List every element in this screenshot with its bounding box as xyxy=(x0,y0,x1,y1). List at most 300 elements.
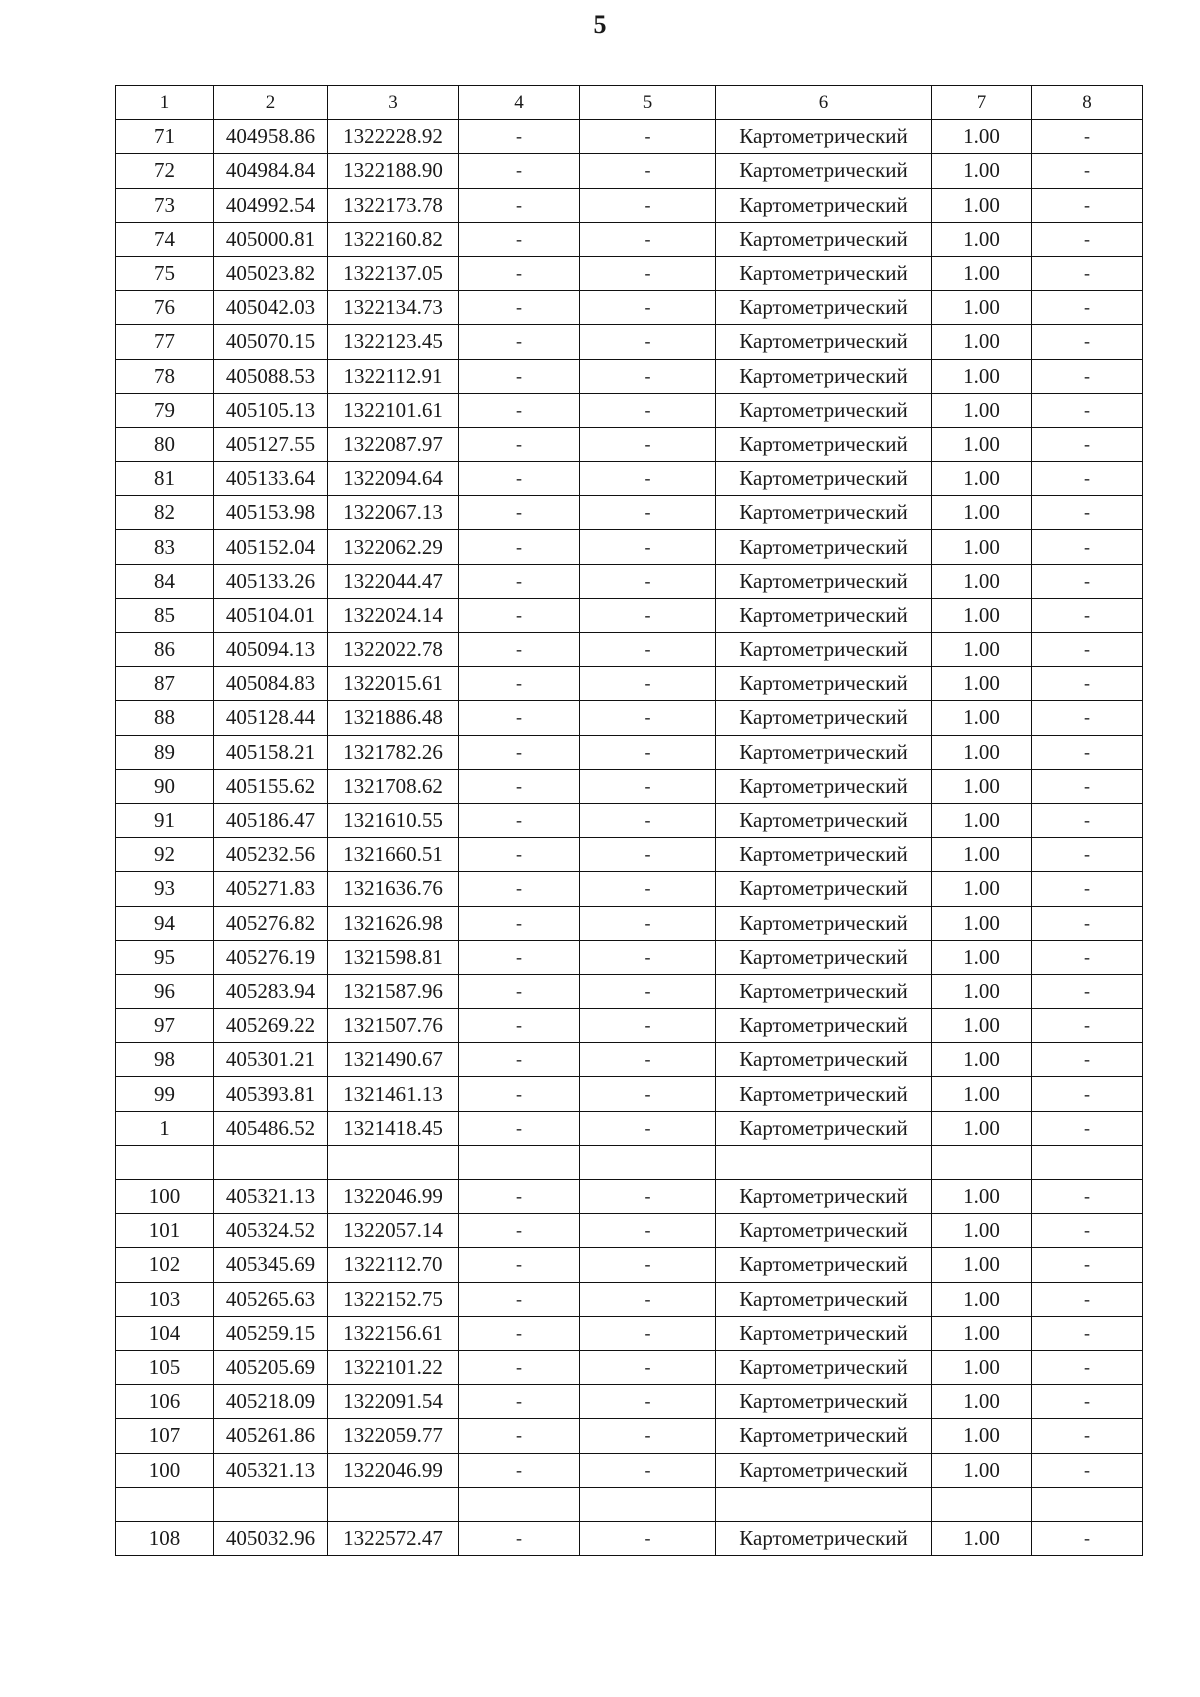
table-cell: Картометрический xyxy=(716,1350,932,1384)
table-cell: 405042.03 xyxy=(214,291,328,325)
table-cell: - xyxy=(1032,188,1143,222)
table-cell: - xyxy=(459,1521,580,1555)
table-cell xyxy=(116,1145,214,1179)
table-cell: 405088.53 xyxy=(214,359,328,393)
table-row xyxy=(116,256,1143,290)
table-cell: 74 xyxy=(116,222,214,256)
table-cell: 405070.15 xyxy=(214,325,328,359)
table-cell: - xyxy=(580,701,716,735)
table-cell: 81 xyxy=(116,462,214,496)
column-header-7: 7 xyxy=(932,86,1032,120)
table-cell: 104 xyxy=(116,1316,214,1350)
table-cell: - xyxy=(1032,1180,1143,1214)
table-cell: 1322188.90 xyxy=(328,154,459,188)
table-row xyxy=(116,940,1143,974)
table-cell: 1.00 xyxy=(932,1043,1032,1077)
table-cell: - xyxy=(580,598,716,632)
table-cell: - xyxy=(459,633,580,667)
table-cell: - xyxy=(1032,462,1143,496)
table-cell xyxy=(214,1487,328,1521)
table-cell: - xyxy=(580,1248,716,1282)
table-cell: - xyxy=(459,769,580,803)
table-cell: 1322160.82 xyxy=(328,222,459,256)
table-cell: 1322044.47 xyxy=(328,564,459,598)
table-cell: 92 xyxy=(116,838,214,872)
table-cell: - xyxy=(459,1350,580,1384)
table-row xyxy=(116,598,1143,632)
table-cell: - xyxy=(1032,1385,1143,1419)
table-row xyxy=(116,769,1143,803)
table-cell: 1.00 xyxy=(932,906,1032,940)
table-cell: - xyxy=(459,1043,580,1077)
table-row xyxy=(116,222,1143,256)
table-row xyxy=(116,974,1143,1008)
table-cell: 1.00 xyxy=(932,974,1032,1008)
table-cell: 1321587.96 xyxy=(328,974,459,1008)
table-cell: 1321461.13 xyxy=(328,1077,459,1111)
table-cell: 1.00 xyxy=(932,1419,1032,1453)
table-cell: - xyxy=(1032,1043,1143,1077)
table-row xyxy=(116,1521,1143,1555)
table-cell: 1322015.61 xyxy=(328,667,459,701)
table-cell: Картометрический xyxy=(716,222,932,256)
table-cell: - xyxy=(1032,735,1143,769)
table-cell: Картометрический xyxy=(716,154,932,188)
table-row xyxy=(116,564,1143,598)
table-cell: - xyxy=(459,222,580,256)
table-cell: - xyxy=(459,496,580,530)
table-cell: 405218.09 xyxy=(214,1385,328,1419)
table-cell: Картометрический xyxy=(716,393,932,427)
table-row xyxy=(116,496,1143,530)
table-cell: Картометрический xyxy=(716,1316,932,1350)
table-row xyxy=(116,188,1143,222)
table-cell: 1321626.98 xyxy=(328,906,459,940)
table-cell: - xyxy=(1032,256,1143,290)
table-cell: - xyxy=(1032,1350,1143,1384)
table-cell: 1.00 xyxy=(932,496,1032,530)
table-cell: 1322067.13 xyxy=(328,496,459,530)
table-cell: Картометрический xyxy=(716,1077,932,1111)
table-cell: Картометрический xyxy=(716,1180,932,1214)
table-cell: - xyxy=(459,1214,580,1248)
table-cell: - xyxy=(1032,1248,1143,1282)
table-cell: 1321610.55 xyxy=(328,803,459,837)
table-cell: 1321598.81 xyxy=(328,940,459,974)
table-cell: - xyxy=(459,940,580,974)
table-cell: - xyxy=(580,1385,716,1419)
table-cell: 1322022.78 xyxy=(328,633,459,667)
table-cell: 1.00 xyxy=(932,1077,1032,1111)
table-cell: - xyxy=(1032,530,1143,564)
table-cell: 1322046.99 xyxy=(328,1453,459,1487)
column-header-4: 4 xyxy=(459,86,580,120)
table-cell: - xyxy=(1032,974,1143,1008)
table-cell: - xyxy=(1032,1214,1143,1248)
table-row xyxy=(116,462,1143,496)
column-header-2: 2 xyxy=(214,86,328,120)
table-cell: 1.00 xyxy=(932,1316,1032,1350)
table-cell: 1322057.14 xyxy=(328,1214,459,1248)
table-cell: 1.00 xyxy=(932,564,1032,598)
table-row xyxy=(116,1009,1143,1043)
table-cell: Картометрический xyxy=(716,1521,932,1555)
table-row xyxy=(116,1111,1143,1145)
table-cell: 405153.98 xyxy=(214,496,328,530)
table-row xyxy=(116,872,1143,906)
table-cell xyxy=(932,1145,1032,1179)
table-row xyxy=(116,1180,1143,1214)
table-cell: - xyxy=(580,188,716,222)
table-cell: 1321507.76 xyxy=(328,1009,459,1043)
table-cell: 96 xyxy=(116,974,214,1008)
table-cell: 1.00 xyxy=(932,769,1032,803)
table-cell: 405345.69 xyxy=(214,1248,328,1282)
column-header-5: 5 xyxy=(580,86,716,120)
table-row xyxy=(116,735,1143,769)
table-cell: 1321660.51 xyxy=(328,838,459,872)
table-row xyxy=(116,667,1143,701)
table-row xyxy=(116,906,1143,940)
table-cell: 101 xyxy=(116,1214,214,1248)
table-cell: - xyxy=(459,1077,580,1111)
table-cell: - xyxy=(459,154,580,188)
table-row xyxy=(116,1419,1143,1453)
table-cell: 405186.47 xyxy=(214,803,328,837)
table-cell: 88 xyxy=(116,701,214,735)
table-cell: 405301.21 xyxy=(214,1043,328,1077)
column-header-6: 6 xyxy=(716,86,932,120)
table-row xyxy=(116,1145,1143,1179)
table-cell: 405084.83 xyxy=(214,667,328,701)
table-cell: 1322094.64 xyxy=(328,462,459,496)
table-cell: - xyxy=(580,462,716,496)
table-row xyxy=(116,154,1143,188)
table-cell: - xyxy=(459,598,580,632)
table-cell xyxy=(716,1487,932,1521)
table-cell: - xyxy=(580,393,716,427)
table-cell: 1.00 xyxy=(932,1248,1032,1282)
table-cell xyxy=(580,1145,716,1179)
table-row xyxy=(116,633,1143,667)
table-cell: - xyxy=(580,222,716,256)
table-cell: 1321636.76 xyxy=(328,872,459,906)
table-cell: Картометрический xyxy=(716,667,932,701)
table-cell: 83 xyxy=(116,530,214,564)
table-cell: - xyxy=(459,1453,580,1487)
table-cell: Картометрический xyxy=(716,427,932,461)
table-cell: 1.00 xyxy=(932,940,1032,974)
table-cell xyxy=(328,1145,459,1179)
table-cell: - xyxy=(580,120,716,154)
table-cell: 1.00 xyxy=(932,222,1032,256)
table-cell xyxy=(459,1487,580,1521)
table-cell xyxy=(1032,1487,1143,1521)
table-cell: - xyxy=(580,769,716,803)
table-cell: 405128.44 xyxy=(214,701,328,735)
table-cell: 1.00 xyxy=(932,1111,1032,1145)
table-cell: - xyxy=(580,1009,716,1043)
table-cell: Картометрический xyxy=(716,1111,932,1145)
table-cell: 405133.26 xyxy=(214,564,328,598)
table-cell: 1.00 xyxy=(932,462,1032,496)
table-cell: 1322091.54 xyxy=(328,1385,459,1419)
table-cell: 97 xyxy=(116,1009,214,1043)
table-cell: 404958.86 xyxy=(214,120,328,154)
table-cell: Картометрический xyxy=(716,188,932,222)
table-cell: 405152.04 xyxy=(214,530,328,564)
table-cell: - xyxy=(580,667,716,701)
table-row xyxy=(116,1043,1143,1077)
table-cell: 1.00 xyxy=(932,1521,1032,1555)
table-cell: - xyxy=(1032,1419,1143,1453)
table-cell: 73 xyxy=(116,188,214,222)
table-cell: 1.00 xyxy=(932,1385,1032,1419)
table-cell: - xyxy=(459,1009,580,1043)
table-cell: 1.00 xyxy=(932,667,1032,701)
table-cell: - xyxy=(1032,291,1143,325)
table-cell: - xyxy=(580,359,716,393)
table-cell: - xyxy=(1032,701,1143,735)
table-cell: 405133.64 xyxy=(214,462,328,496)
table-cell: Картометрический xyxy=(716,256,932,290)
table-cell: - xyxy=(1032,1111,1143,1145)
table-cell: - xyxy=(580,906,716,940)
table-cell: 405486.52 xyxy=(214,1111,328,1145)
table-cell: 404992.54 xyxy=(214,188,328,222)
table-cell: 405321.13 xyxy=(214,1180,328,1214)
table-row xyxy=(116,1214,1143,1248)
table-cell: Картометрический xyxy=(716,530,932,564)
table-cell: 1.00 xyxy=(932,1350,1032,1384)
table-cell: - xyxy=(459,427,580,461)
table-cell xyxy=(214,1145,328,1179)
table-cell: - xyxy=(459,256,580,290)
table-cell: - xyxy=(459,872,580,906)
table-cell: 405000.81 xyxy=(214,222,328,256)
table-cell: 1.00 xyxy=(932,188,1032,222)
column-header-3: 3 xyxy=(328,86,459,120)
table-cell: 106 xyxy=(116,1385,214,1419)
column-header-1: 1 xyxy=(116,86,214,120)
table-cell: - xyxy=(459,1180,580,1214)
table-row xyxy=(116,1077,1143,1111)
table-cell: 1322059.77 xyxy=(328,1419,459,1453)
table-row xyxy=(116,530,1143,564)
table-cell: Картометрический xyxy=(716,1009,932,1043)
table-cell: 85 xyxy=(116,598,214,632)
table-cell: 99 xyxy=(116,1077,214,1111)
table-cell: 72 xyxy=(116,154,214,188)
table-cell: 1.00 xyxy=(932,872,1032,906)
table-cell: 107 xyxy=(116,1419,214,1453)
table-cell: 405269.22 xyxy=(214,1009,328,1043)
table-cell: - xyxy=(1032,120,1143,154)
table-cell: - xyxy=(459,838,580,872)
table-cell: - xyxy=(580,838,716,872)
column-header-8: 8 xyxy=(1032,86,1143,120)
table-cell xyxy=(328,1487,459,1521)
table-cell: - xyxy=(580,1453,716,1487)
table-cell: - xyxy=(1032,1282,1143,1316)
table-row xyxy=(116,393,1143,427)
table-cell: 79 xyxy=(116,393,214,427)
table-cell: 1.00 xyxy=(932,1282,1032,1316)
table-cell: - xyxy=(1032,598,1143,632)
table-cell: - xyxy=(580,496,716,530)
table-row xyxy=(116,1282,1143,1316)
table-cell: - xyxy=(459,735,580,769)
table-cell: - xyxy=(459,803,580,837)
table-cell: - xyxy=(580,1316,716,1350)
table-cell: 405276.82 xyxy=(214,906,328,940)
table-cell: 78 xyxy=(116,359,214,393)
table-row xyxy=(116,359,1143,393)
table-row xyxy=(116,427,1143,461)
table-cell: 80 xyxy=(116,427,214,461)
table-cell: 1322134.73 xyxy=(328,291,459,325)
table-cell: 100 xyxy=(116,1453,214,1487)
table-cell: - xyxy=(459,120,580,154)
table-cell: - xyxy=(459,1282,580,1316)
table-cell: 1322152.75 xyxy=(328,1282,459,1316)
table-cell: 405155.62 xyxy=(214,769,328,803)
table-cell: 405127.55 xyxy=(214,427,328,461)
table-cell: - xyxy=(580,256,716,290)
table-cell: 405032.96 xyxy=(214,1521,328,1555)
table-cell: - xyxy=(580,1214,716,1248)
table-cell: Картометрический xyxy=(716,735,932,769)
table-cell: - xyxy=(459,188,580,222)
table-cell: - xyxy=(459,701,580,735)
table-cell: 1322062.29 xyxy=(328,530,459,564)
table-cell: - xyxy=(1032,496,1143,530)
table-cell: 82 xyxy=(116,496,214,530)
table-cell: 1321782.26 xyxy=(328,735,459,769)
table-cell: Картометрический xyxy=(716,564,932,598)
table-cell: - xyxy=(580,530,716,564)
table-row xyxy=(116,1453,1143,1487)
table-cell: - xyxy=(459,530,580,564)
table-cell: Картометрический xyxy=(716,1043,932,1077)
table-cell: Картометрический xyxy=(716,906,932,940)
table-cell: 405232.56 xyxy=(214,838,328,872)
table-cell: 405324.52 xyxy=(214,1214,328,1248)
table-cell: 1.00 xyxy=(932,393,1032,427)
table-cell: - xyxy=(1032,427,1143,461)
table-cell: - xyxy=(1032,838,1143,872)
table-cell: 1.00 xyxy=(932,1453,1032,1487)
table-cell: - xyxy=(580,872,716,906)
table-cell: - xyxy=(1032,564,1143,598)
table-cell: 405205.69 xyxy=(214,1350,328,1384)
table-cell: - xyxy=(459,1316,580,1350)
table-cell: - xyxy=(459,359,580,393)
table-cell: 89 xyxy=(116,735,214,769)
table-row xyxy=(116,291,1143,325)
table-cell: - xyxy=(1032,1009,1143,1043)
table-cell: 1.00 xyxy=(932,1009,1032,1043)
table-cell: Картометрический xyxy=(716,838,932,872)
table-cell: - xyxy=(1032,803,1143,837)
table-cell: - xyxy=(580,803,716,837)
table-cell: Картометрический xyxy=(716,974,932,1008)
table-cell: - xyxy=(459,462,580,496)
table-cell: 95 xyxy=(116,940,214,974)
table-cell: 94 xyxy=(116,906,214,940)
table-cell: Картометрический xyxy=(716,1453,932,1487)
table-cell: 1322123.45 xyxy=(328,325,459,359)
table-cell: - xyxy=(459,906,580,940)
table-cell: 90 xyxy=(116,769,214,803)
table-cell: 87 xyxy=(116,667,214,701)
table-cell: 1322046.99 xyxy=(328,1180,459,1214)
table-row xyxy=(116,1316,1143,1350)
table-cell: 84 xyxy=(116,564,214,598)
table-cell: 86 xyxy=(116,633,214,667)
table-cell: 1.00 xyxy=(932,530,1032,564)
table-cell xyxy=(1032,1145,1143,1179)
table-cell: Картометрический xyxy=(716,325,932,359)
table-cell: 405105.13 xyxy=(214,393,328,427)
coordinates-table xyxy=(115,85,1143,1556)
table-cell: 405321.13 xyxy=(214,1453,328,1487)
table-cell: 1.00 xyxy=(932,1214,1032,1248)
table-cell: - xyxy=(1032,667,1143,701)
table-cell: 405094.13 xyxy=(214,633,328,667)
table-cell: 1322156.61 xyxy=(328,1316,459,1350)
table-cell: - xyxy=(580,1350,716,1384)
table-row xyxy=(116,325,1143,359)
table-cell: 105 xyxy=(116,1350,214,1384)
table-cell: - xyxy=(1032,222,1143,256)
header-row xyxy=(116,86,1143,120)
table-cell: - xyxy=(580,940,716,974)
table-cell: 1.00 xyxy=(932,803,1032,837)
table-cell: 1.00 xyxy=(932,291,1032,325)
table-cell: 1.00 xyxy=(932,598,1032,632)
table-cell: - xyxy=(1032,359,1143,393)
table-cell: - xyxy=(1032,1077,1143,1111)
table-cell: 1.00 xyxy=(932,701,1032,735)
table-cell: 1322087.97 xyxy=(328,427,459,461)
table-cell: 1322112.91 xyxy=(328,359,459,393)
table-cell: 405276.19 xyxy=(214,940,328,974)
table-cell: Картометрический xyxy=(716,462,932,496)
table-cell: - xyxy=(580,564,716,598)
table-cell xyxy=(932,1487,1032,1521)
table-cell: 103 xyxy=(116,1282,214,1316)
table-cell: 405265.63 xyxy=(214,1282,328,1316)
table-cell: Картометрический xyxy=(716,291,932,325)
table-cell: - xyxy=(1032,393,1143,427)
table-cell: Картометрический xyxy=(716,769,932,803)
table-row xyxy=(116,701,1143,735)
table-cell: - xyxy=(580,1180,716,1214)
table-row xyxy=(116,1350,1143,1384)
table-cell: 405104.01 xyxy=(214,598,328,632)
table-cell: 91 xyxy=(116,803,214,837)
table-cell: - xyxy=(1032,633,1143,667)
table-cell: - xyxy=(459,974,580,1008)
table-cell: 1.00 xyxy=(932,427,1032,461)
table-cell: - xyxy=(459,564,580,598)
table-cell: 1.00 xyxy=(932,359,1032,393)
page-number: 5 xyxy=(593,10,607,39)
table-cell: - xyxy=(1032,1521,1143,1555)
table-cell: 93 xyxy=(116,872,214,906)
table-cell: - xyxy=(459,1419,580,1453)
